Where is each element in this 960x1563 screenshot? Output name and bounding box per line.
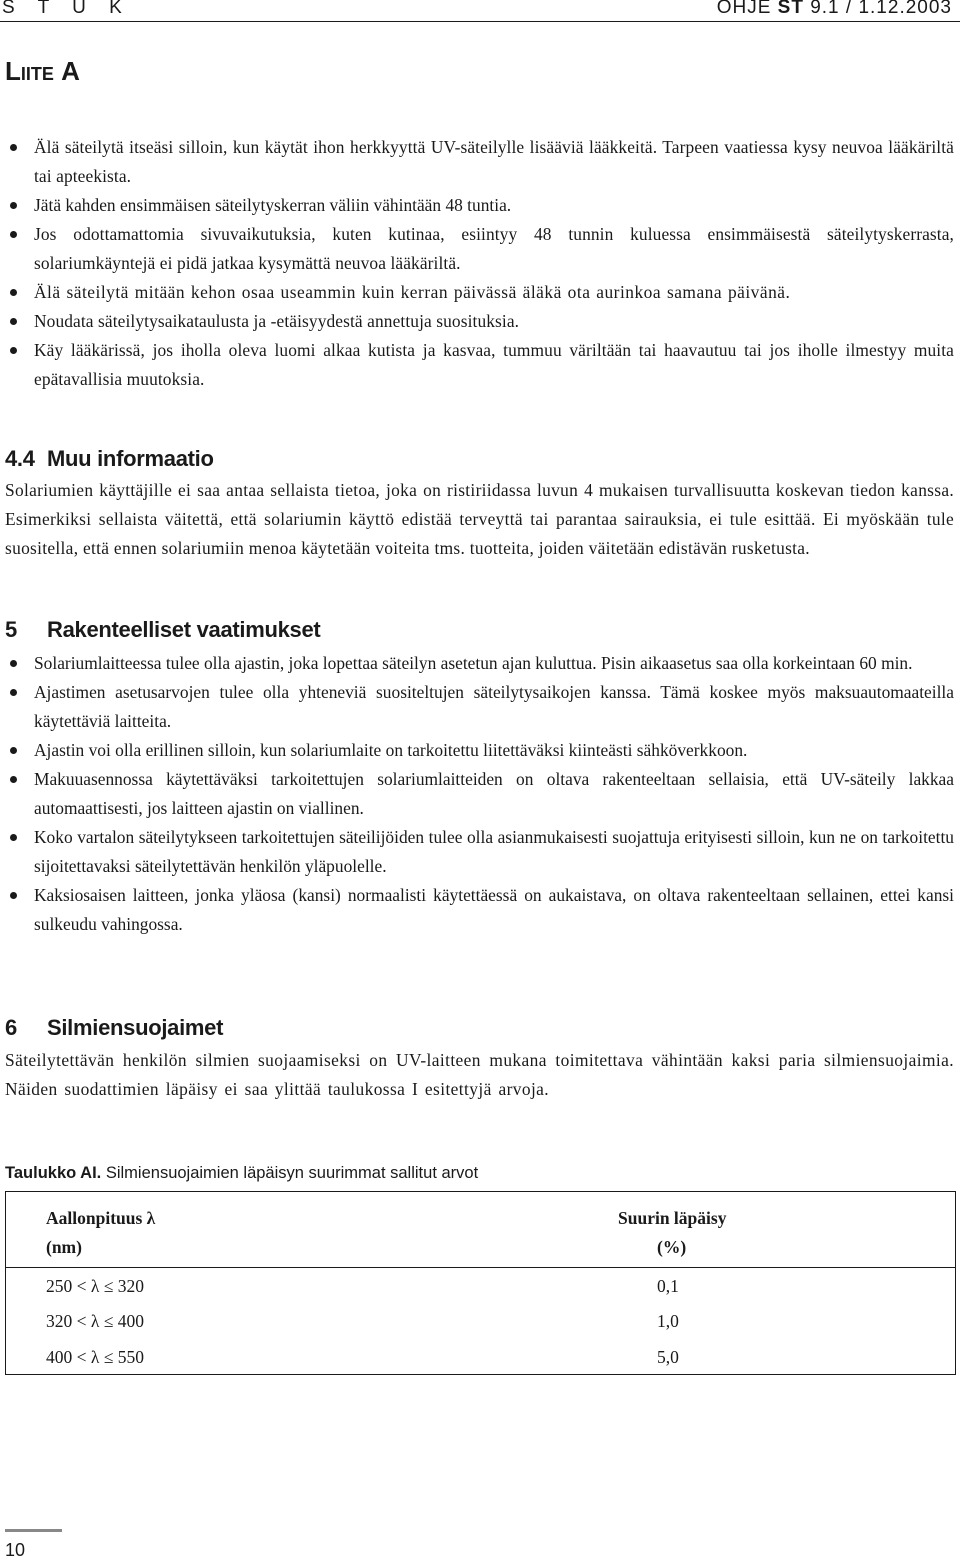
header-organization: S T U K [2,0,131,18]
guidance-bullet-list [5,133,954,394]
section-number: 5 [5,617,17,642]
list-item: Jos odottamattomia sivuvaikutuksia, kuten kutinaa, esiintyy 48 tunnin kuluessa ensimmäisestä säteilytyskerrasta, solariumkäyntejä ei pidä jatkaa kysymättä neuvoa lääkäriltä. [5,220,954,278]
header-document-id [717,0,952,19]
footer-rule [5,1529,62,1532]
table-caption-text: Silmiensuojaimien läpäisyn suurimmat sallitut arvot [101,1164,479,1182]
table-caption-label: Taulukko AI. [5,1164,102,1182]
section-number: 6 [5,1015,17,1040]
list-item: Älä säteilytä itseäsi silloin, kun käytät ihon herkkyyttä UV-säteilylle lisääviä lääkkeitä. Tarpeen vaatiessa kysy neuvoa lääkäriltä tai apteekista. [5,133,954,191]
section-heading-5 [5,617,320,643]
list-item: Ajastimen asetusarvojen tulee olla yhteneviä suositeltujen säteilytysaikojen kanssa. Tämä koskee myös maksuautomaateilla käytettäviä laitteita. [5,678,954,736]
section-heading-4-4 [5,446,214,472]
section-6-paragraph: Säteilytettävän henkilön silmien suojaamiseksi on UV-laitteen mukana toimitettava vähintään kaksi paria silmiensuojaimia. Näiden suodattimien läpäisy ei saa ylittää taulukossa I esitettyjä arvoja. [5,1050,954,1099]
appendix-letter: A [61,56,80,86]
table-header-transmittance-unit: (%) [657,1237,687,1257]
section-title: Rakenteelliset vaatimukset [47,617,321,642]
page-number: 10 [5,1540,26,1560]
list-item: Älä säteilytä mitään kehon osaa useammin kuin kerran päivässä äläkä ota aurinkoa samana päivänä. [5,278,954,307]
appendix-word: IITE [20,64,54,84]
appendix-initial: L [5,56,21,86]
header-doc-prefix: OHJE [716,0,778,18]
section-title: Silmiensuojaimet [47,1015,224,1040]
requirements-bullet-list [5,649,954,939]
table-cell-value: 5,0 [657,1347,679,1367]
table-header-divider [6,1267,955,1268]
list-item: Ajastin voi olla erillinen silloin, kun solariumlaite on tarkoitettu liitettäväksi kiinteästi sähköverkkoon. [5,736,954,765]
table-cell-range: 400 < λ ≤ 550 [46,1347,144,1367]
list-item: Solariumlaitteessa tulee olla ajastin, joka lopettaa säteilyn asetetun ajan kuluttua. Pisin aikaasetus saa olla korkeintaan 60 min. [5,649,954,678]
section-title: Muu informaatio [47,446,214,471]
header-divider [0,21,960,22]
table-cell-value: 1,0 [657,1311,679,1331]
list-item: Noudata säteilytysaikataulusta ja -etäisyydestä annettuja suosituksia. [5,307,954,336]
list-item: Käy lääkärissä, jos iholla oleva luomi alkaa kutista ja kasvaa, tummuu väriltään tai haavautuu tai jos iholle ilmestyy muita epätavallisia muutoksia. [5,336,954,394]
list-item: Makuuasennossa käytettäväksi tarkoitettujen solariumlaitteiden on oltava rakenteeltaan sellaisia, että UV-säteily lakkaa automaattisesti, jos laitteen ajastin on viallinen. [5,765,954,823]
list-item: Kaksiosaisen laitteen, jonka yläosa (kansi) normaalisti käytettäessä on aukaistava, on oltava rakenteeltaan sellainen, ettei kansi sulkeudu vahingossa. [5,881,954,939]
table-cell-range: 320 < λ ≤ 400 [46,1311,144,1331]
table-header-wavelength-unit: (nm) [46,1237,82,1257]
transmittance-table [5,1191,956,1375]
section-heading-6 [5,1015,223,1041]
appendix-title [5,56,80,87]
table-header-transmittance: Suurin läpäisy [618,1208,727,1228]
section-number: 4.4 [5,446,35,471]
header-doc-date: 9.1 / 1.12.2003 [803,0,952,18]
section-4-4-paragraph: Solariumien käyttäjille ei saa antaa sellaista tietoa, joka on ristiriidassa luvun 4 mukaisen turvallisuutta koskevan tiedon kanssa. Esimerkiksi sellaista väitettä, että solariumin käyttö edistää terveyttä tai parantaa sairauksia, ei tule esittää. Ei myöskään tule suositella, että ennen solariumiin menoa käytetään voiteita tms. tuotteita, joiden väitetään edistävän rusketusta. [5,480,954,558]
table-cell-range: 250 < λ ≤ 320 [46,1276,144,1296]
header-doc-code: ST [777,0,804,18]
table-header-wavelength: Aallonpituus λ [46,1208,156,1228]
list-item: Jätä kahden ensimmäisen säteilytyskerran väliin vähintään 48 tuntia. [5,191,954,220]
table-caption [5,1164,478,1183]
list-item: Koko vartalon säteilytykseen tarkoitettujen säteilijöiden tulee olla asianmukaisesti suojattuja erityisesti silloin, kun ne on tarkoitettu sijoitettavaksi säteilytettävän henkilön yläpuolelle. [5,823,954,881]
table-cell-value: 0,1 [657,1276,679,1296]
